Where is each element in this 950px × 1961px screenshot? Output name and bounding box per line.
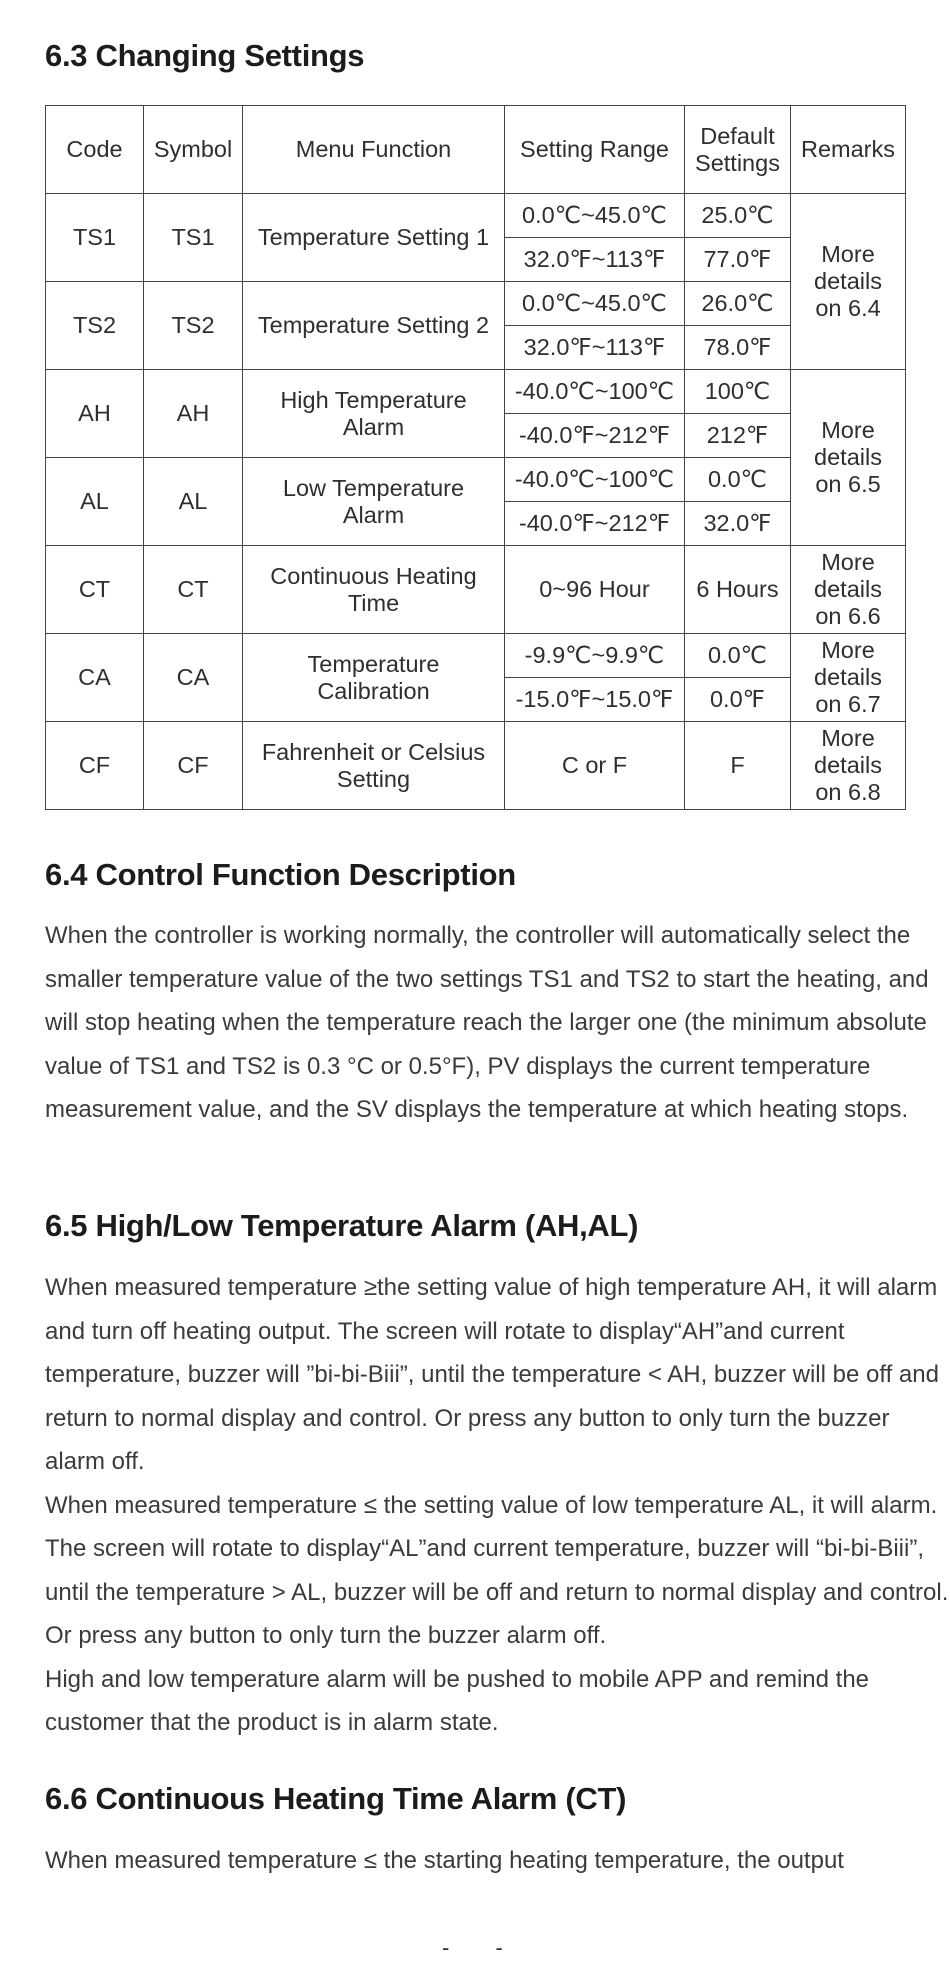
cell-range-fahrenheit: -40.0℉~212℉ (505, 502, 685, 546)
cell-default-celsius: 100℃ (685, 370, 791, 414)
page-number: - - (442, 1935, 523, 1960)
table-row (46, 370, 906, 414)
cell-remarks: More details on 6.6 (791, 546, 906, 634)
cell-menu-function: Temperature Setting 1 (243, 194, 505, 282)
cell-menu-function: Temperature Setting 2 (243, 282, 505, 370)
header-code: Code (46, 106, 144, 194)
table-row (46, 634, 906, 678)
cell-range-fahrenheit: -40.0℉~212℉ (505, 414, 685, 458)
cell-range: C or F (505, 722, 685, 810)
cell-default-celsius: 0.0℃ (685, 634, 791, 678)
cell-remarks: More details on 6.7 (791, 634, 906, 722)
cell-code: CF (46, 722, 144, 810)
cell-default-fahrenheit: 0.0℉ (685, 678, 791, 722)
cell-default-celsius: 25.0℃ (685, 194, 791, 238)
paragraph-low-alarm: When measured temperature ≤ the setting value of low temperature AL, it will alarm. The screen will rotate to display“AL”and current temperature, buzzer will “bi-bi-Biii”, until the temperature > AL, buzzer will be off and return to normal display and control. Or press any button to only turn the buzzer alarm off. (45, 1491, 949, 1649)
cell-menu-function: Fahrenheit or Celsius Setting (243, 722, 505, 810)
table-header-row (46, 106, 906, 194)
table-row (46, 546, 906, 634)
cell-remarks: More details on 6.5 (791, 370, 906, 546)
section-6-5-heading: 6.5 High/Low Temperature Alarm (AH,AL) (45, 1208, 639, 1243)
cell-symbol: AL (144, 458, 243, 546)
cell-code: CA (46, 634, 144, 722)
cell-remarks: More details on 6.8 (791, 722, 906, 810)
cell-symbol: CT (144, 546, 243, 634)
section-6-4-body: When the controller is working normally, the controller will automatically select the smaller temperature value of the two settings TS1 and TS2 to start the heating, and will stop heating when the temperature reach the larger one (the minimum absolute value of TS1 and TS2 is 0.3 °C or 0.5°F), PV displays the current temperature measurement value, and the SV displays the temperature at which heating stops. (45, 922, 929, 1123)
cell-symbol: TS1 (144, 194, 243, 282)
cell-menu-function: Low Temperature Alarm (243, 458, 505, 546)
cell-default: F (685, 722, 791, 810)
cell-default-fahrenheit: 78.0℉ (685, 326, 791, 370)
table-row (46, 458, 906, 502)
cell-range-fahrenheit: -15.0℉~15.0℉ (505, 678, 685, 722)
header-default-settings: Default Settings (685, 106, 791, 194)
section-6-6-heading: 6.6 Continuous Heating Time Alarm (CT) (45, 1781, 627, 1816)
cell-symbol: AH (144, 370, 243, 458)
cell-range-celsius: -40.0℃~100℃ (505, 458, 685, 502)
cell-range: 0~96 Hour (505, 546, 685, 634)
cell-symbol: TS2 (144, 282, 243, 370)
section-6-5-body (45, 1266, 950, 1745)
cell-range-fahrenheit: 32.0℉~113℉ (505, 238, 685, 282)
cell-range-celsius: 0.0℃~45.0℃ (505, 194, 685, 238)
cell-code: TS2 (46, 282, 144, 370)
cell-default-celsius: 0.0℃ (685, 458, 791, 502)
header-remarks: Remarks (791, 106, 906, 194)
cell-menu-function: Continuous Heating Time (243, 546, 505, 634)
cell-code: AL (46, 458, 144, 546)
cell-range-celsius: -9.9℃~9.9℃ (505, 634, 685, 678)
header-setting-range: Setting Range (505, 106, 685, 194)
header-menu-function: Menu Function (243, 106, 505, 194)
table-row (46, 194, 906, 238)
header-symbol: Symbol (144, 106, 243, 194)
table-row (46, 282, 906, 326)
paragraph-high-alarm: When measured temperature ≥the setting value of high temperature AH, it will alarm and turn off heating output. The screen will rotate to display“AH”and current temperature, buzzer will ”bi-bi-Biii”, until the temperature < AH, buzzer will be off and return to normal display and control. Or press any button to only turn the buzzer alarm off. (45, 1274, 939, 1475)
cell-menu-function: High Temperature Alarm (243, 370, 505, 458)
cell-range-celsius: -40.0℃~100℃ (505, 370, 685, 414)
section-6-6-body: When measured temperature ≤ the starting heating temperature, the output (45, 1847, 844, 1874)
cell-default-fahrenheit: 212℉ (685, 414, 791, 458)
cell-default: 6 Hours (685, 546, 791, 634)
cell-remarks: More details on 6.4 (791, 194, 906, 370)
cell-range-celsius: 0.0℃~45.0℃ (505, 282, 685, 326)
cell-code: AH (46, 370, 144, 458)
cell-code: TS1 (46, 194, 144, 282)
cell-range-fahrenheit: 32.0℉~113℉ (505, 326, 685, 370)
section-6-4-heading: 6.4 Control Function Description (45, 857, 516, 892)
cell-default-celsius: 26.0℃ (685, 282, 791, 326)
paragraph-app-push: High and low temperature alarm will be pushed to mobile APP and remind the customer that the product is in alarm state. (45, 1665, 870, 1736)
cell-symbol: CA (144, 634, 243, 722)
cell-menu-function: Temperature Calibration (243, 634, 505, 722)
section-6-3-heading: 6.3 Changing Settings (45, 38, 365, 73)
cell-default-fahrenheit: 32.0℉ (685, 502, 791, 546)
cell-symbol: CF (144, 722, 243, 810)
settings-table (45, 105, 906, 810)
cell-default-fahrenheit: 77.0℉ (685, 238, 791, 282)
cell-code: CT (46, 546, 144, 634)
table-row (46, 722, 906, 810)
